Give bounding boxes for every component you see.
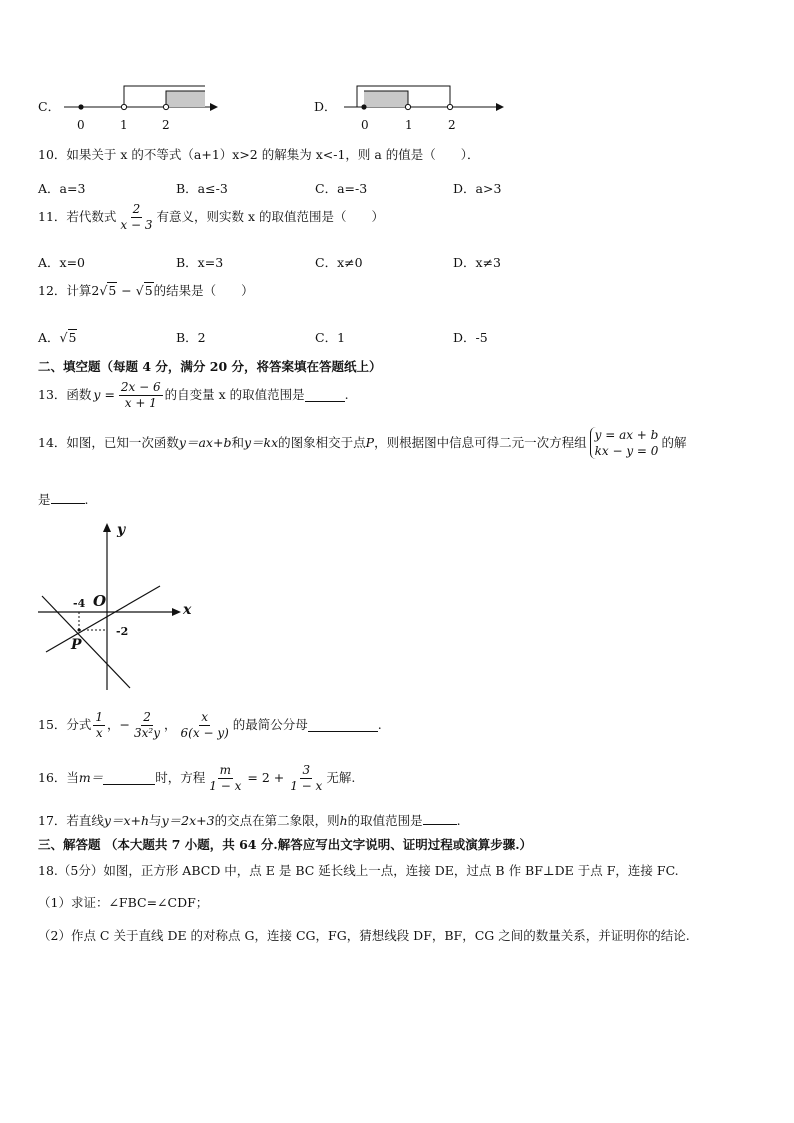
q11-stem xyxy=(38,203,384,231)
q12-expression: 2√5 − √5 xyxy=(91,283,153,298)
q13-fraction: $\frac{2x - 6}{x + 1}$ xyxy=(120,380,161,410)
q9-option-c-label: C． xyxy=(38,99,61,114)
q11-option-a: A．x=0 xyxy=(38,255,86,270)
q12-prefix: 12．计算 xyxy=(38,283,92,298)
q17-stem: 17．若直线y＝x+h与y＝2x+3的交点在第二象限，则h的取值范围是 . xyxy=(38,813,461,828)
q9-number-line-c xyxy=(60,80,230,132)
q17-answer-blank[interactable] xyxy=(423,812,457,825)
q9-option-d-label: D． xyxy=(314,99,337,114)
q9-d-tick-1: 1 xyxy=(405,118,413,132)
graph-y-label: y xyxy=(117,522,126,538)
q11-prefix: 11．若代数式 xyxy=(38,208,117,224)
q11-option-d: D．x≠3 xyxy=(453,255,501,270)
q18-stem: 18.（5分）如图，正方形 ABCD 中，点 E 是 BC 延长线上一点，连接 DE，过点 B 作 BF⊥DE 于点 F，连接 FC. xyxy=(38,863,679,878)
graph-neg2-label: -2 xyxy=(116,625,129,638)
section-2-title: 二、填空题（每题 4 分，满分 20 分，将答案填在答题纸上） xyxy=(38,359,382,374)
q14-line2: 是 . xyxy=(38,492,89,507)
q10-option-a: A．a=3 xyxy=(38,181,86,196)
q12-option-b: B．2 xyxy=(176,330,206,345)
q14-stem: 14．如图，已知一次函数 y＝ax+b 和 y＝kx 的图象相交于点 P ，则根据图中信息可得二元一次方程组 y = ax + b kx − y = 0 的解 xyxy=(38,428,687,459)
section-3-title: 三、解答题 （本大题共 7 小题，共 64 分.解答应写出文字说明、证明过程或演算步骤.） xyxy=(38,837,533,852)
q11-option-c: C．x≠0 xyxy=(315,255,363,270)
q14-graph xyxy=(36,520,196,695)
q10-option-b: B．a≤-3 xyxy=(176,181,228,196)
q9-c-tick-1: 1 xyxy=(120,118,128,132)
q9-c-tick-2: 2 xyxy=(162,118,170,132)
q15-stem: 15．分式 $\frac{1}{x}$ ，− $\frac{2}{\text{3x²y}}$ ， $\frac{x}{6(x - y)}$ 的最简公分母 . xyxy=(38,710,382,740)
q12-option-c: C．1 xyxy=(315,330,346,345)
q12-suffix: 的结果是（ ） xyxy=(153,283,254,298)
q13-stem: 13．函数 y = $\frac{2x - 6}{x + 1}$ 的自变量 x 的取值范围是 . xyxy=(38,380,349,410)
graph-neg4-label: -4 xyxy=(73,597,86,610)
q18-part2: （2）作点 C 关于直线 DE 的对称点 G，连接 CG，FG，猜想线段 DF，BF，CG 之间的数量关系，并证明你的结论. xyxy=(38,928,690,943)
q14-equation-system: y = ax + b kx − y = 0 xyxy=(587,427,662,459)
q12-option-a: A．√5 xyxy=(38,330,77,345)
q12-stem xyxy=(38,285,254,298)
q16-stem: 16．当 m＝ 时，方程 $\frac{m}{1 - x}$ = 2 + $\frac{3}{1 - x}$ 无解. xyxy=(38,763,356,793)
q11-fraction xyxy=(118,203,154,231)
q14-answer-blank[interactable] xyxy=(51,491,85,504)
q10-stem: 10．如果关于 x 的不等式（a+1）x>2 的解集为 x<-1，则 a 的值是（ ）． xyxy=(38,147,480,162)
q10-option-d: D．a>3 xyxy=(453,181,502,196)
q10-option-c: C．a=-3 xyxy=(315,181,368,196)
q9-d-tick-2: 2 xyxy=(448,118,456,132)
q9-d-tick-0: 0 xyxy=(361,118,369,132)
graph-p-label: P xyxy=(71,637,82,653)
q11-frac-den: x − 3 xyxy=(120,217,153,232)
q9-c-tick-0: 0 xyxy=(77,118,85,132)
q18-part1: （1）求证：∠FBC=∠CDF； xyxy=(38,895,209,910)
graph-x-label: x xyxy=(183,602,192,618)
q12-option-d: D．-5 xyxy=(453,330,488,345)
q16-answer-blank[interactable] xyxy=(103,772,155,785)
q13-answer-blank[interactable] xyxy=(305,389,345,402)
q15-answer-blank[interactable] xyxy=(308,719,378,732)
q11-suffix: 有意义，则实数 x 的取值范围是（ ） xyxy=(156,208,384,224)
q11-option-b: B．x=3 xyxy=(176,255,224,270)
graph-origin-label: O xyxy=(93,592,107,610)
q11-frac-num: 2 xyxy=(132,202,141,216)
